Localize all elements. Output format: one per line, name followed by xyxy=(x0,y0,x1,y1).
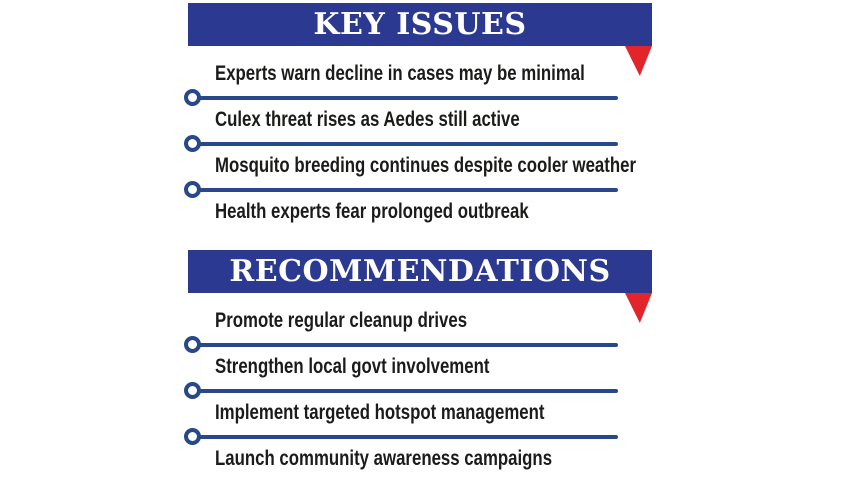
list-item-text: Culex threat rises as Aedes still active xyxy=(215,108,520,131)
divider-line xyxy=(198,188,618,192)
divider-line xyxy=(198,343,618,347)
list-item xyxy=(215,446,652,472)
list-item-text: Mosquito breeding continues despite cooler weather xyxy=(215,154,636,177)
item-divider xyxy=(184,89,652,106)
divider-line xyxy=(198,96,618,100)
section-items xyxy=(184,3,652,233)
list-item xyxy=(215,199,652,225)
list-item-text: Experts warn decline in cases may be minimal xyxy=(215,62,585,85)
list-item xyxy=(215,354,652,380)
section-key-issues xyxy=(184,3,652,233)
list-item xyxy=(215,61,652,87)
item-divider xyxy=(184,181,652,198)
divider-line xyxy=(198,435,618,439)
list-item-text: Launch community awareness campaigns xyxy=(215,447,553,470)
section-items xyxy=(184,250,652,480)
item-divider xyxy=(184,428,652,445)
divider-line xyxy=(198,142,618,146)
list-item xyxy=(215,153,652,179)
list-item-text: Promote regular cleanup drives xyxy=(215,309,468,332)
list-item-text: Implement targeted hotspot management xyxy=(215,401,545,424)
section-recommendations xyxy=(184,250,652,480)
list-item-text: Strengthen local govt involvement xyxy=(215,355,490,378)
item-divider xyxy=(184,382,652,399)
divider-line xyxy=(198,389,618,393)
list-item-text: Health experts fear prolonged outbreak xyxy=(215,200,529,223)
item-divider xyxy=(184,135,652,152)
item-divider xyxy=(184,336,652,353)
list-item xyxy=(215,400,652,426)
list-item xyxy=(215,308,652,334)
list-item xyxy=(215,107,652,133)
section-title: KEY ISSUES xyxy=(313,7,527,42)
section-title: RECOMMENDATIONS xyxy=(229,254,611,289)
